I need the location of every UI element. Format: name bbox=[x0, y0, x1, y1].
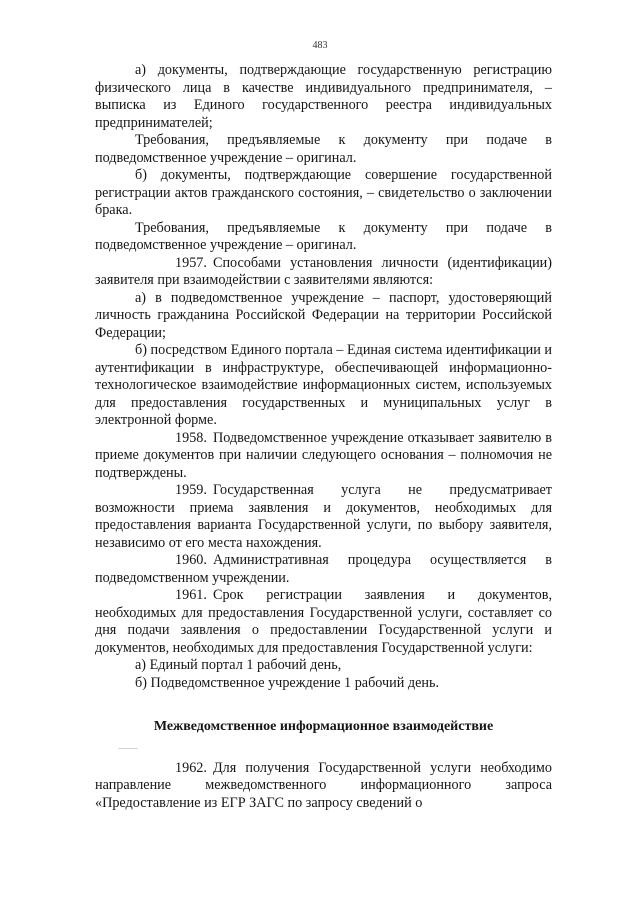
numbered-paragraph: 1961. Срок регистрации заявления и документов, необходимых для предоставления Государственной услуги, составляет со дня подачи заявления о предоставлении Государственной услуги и документов, необходимых для предоставления Государственной услуги: bbox=[95, 587, 552, 656]
numbered-paragraph: 1962. Для получения Государственной услуги необходимо направление межведомственного информационного запроса «Предоставление из ЕГР ЗАГС по запросу сведений о bbox=[95, 759, 552, 811]
numbered-paragraph: 1957. Способами установления личности (идентификации) заявителя при взаимодействии с заявителями являются: bbox=[95, 254, 552, 288]
paragraph: а) документы, подтверждающие государственную регистрацию физического лица в качестве индивидуального предпринимателя, – выписка из Единого государственного реестра индивидуальных предпринимателей; bbox=[95, 62, 552, 131]
list-item: а) Единый портал 1 рабочий день, bbox=[135, 657, 342, 673]
faint-mark bbox=[118, 748, 138, 749]
paragraph-number: 1960. bbox=[175, 552, 207, 568]
paragraph: б) документы, подтверждающие совершение государственной регистрации актов гражданского состояния, – свидетельство о заключении брака. bbox=[95, 167, 552, 218]
paragraph: б) посредством Единого портала – Единая система идентификации и аутентификации в инфраструктуре, обеспечивающей информационно-технологическое взаимодействие информационных систем, используемых для предоставления государственных и муниципальных услуг в электронной форме. bbox=[95, 342, 552, 428]
paragraph-number: 1958. bbox=[175, 429, 207, 446]
section-heading: Межведомственное информационное взаимодействие bbox=[153, 719, 494, 734]
document-body bbox=[95, 62, 552, 812]
paragraph-number: 1957. bbox=[175, 254, 207, 271]
numbered-paragraph: 1959. Государственная услуга не предусматривает возможности приема заявления и документов, необходимых для предоставления варианта Государственной услуги, по выбору заявителя, независимо от его места нахождения. bbox=[95, 482, 552, 551]
paragraph-number: 1959. bbox=[175, 482, 207, 498]
paragraph: Требования, предъявляемые к документу при подаче в подведомственное учреждение – оригинал. bbox=[95, 132, 552, 166]
page-number: 483 bbox=[312, 40, 328, 51]
paragraph-number: 1961. bbox=[175, 587, 207, 603]
paragraph: а) в подведомственное учреждение – паспорт, удостоверяющий личность гражданина Российской Федерации на территории Российской Федерации; bbox=[95, 289, 552, 341]
numbered-paragraph: 1958. Подведомственное учреждение отказывает заявителю в приеме документов при наличии следующего основания – полномочия не подтверждены. bbox=[95, 429, 552, 481]
numbered-paragraph: 1960. Административная процедура осуществляется в подведомственном учреждении. bbox=[95, 552, 552, 586]
list-item: б) Подведомственное учреждение 1 рабочий день. bbox=[135, 674, 440, 691]
paragraph: Требования, предъявляемые к документу при подаче в подведомственное учреждение – оригинал. bbox=[95, 219, 552, 253]
paragraph-number: 1962. bbox=[175, 759, 207, 776]
